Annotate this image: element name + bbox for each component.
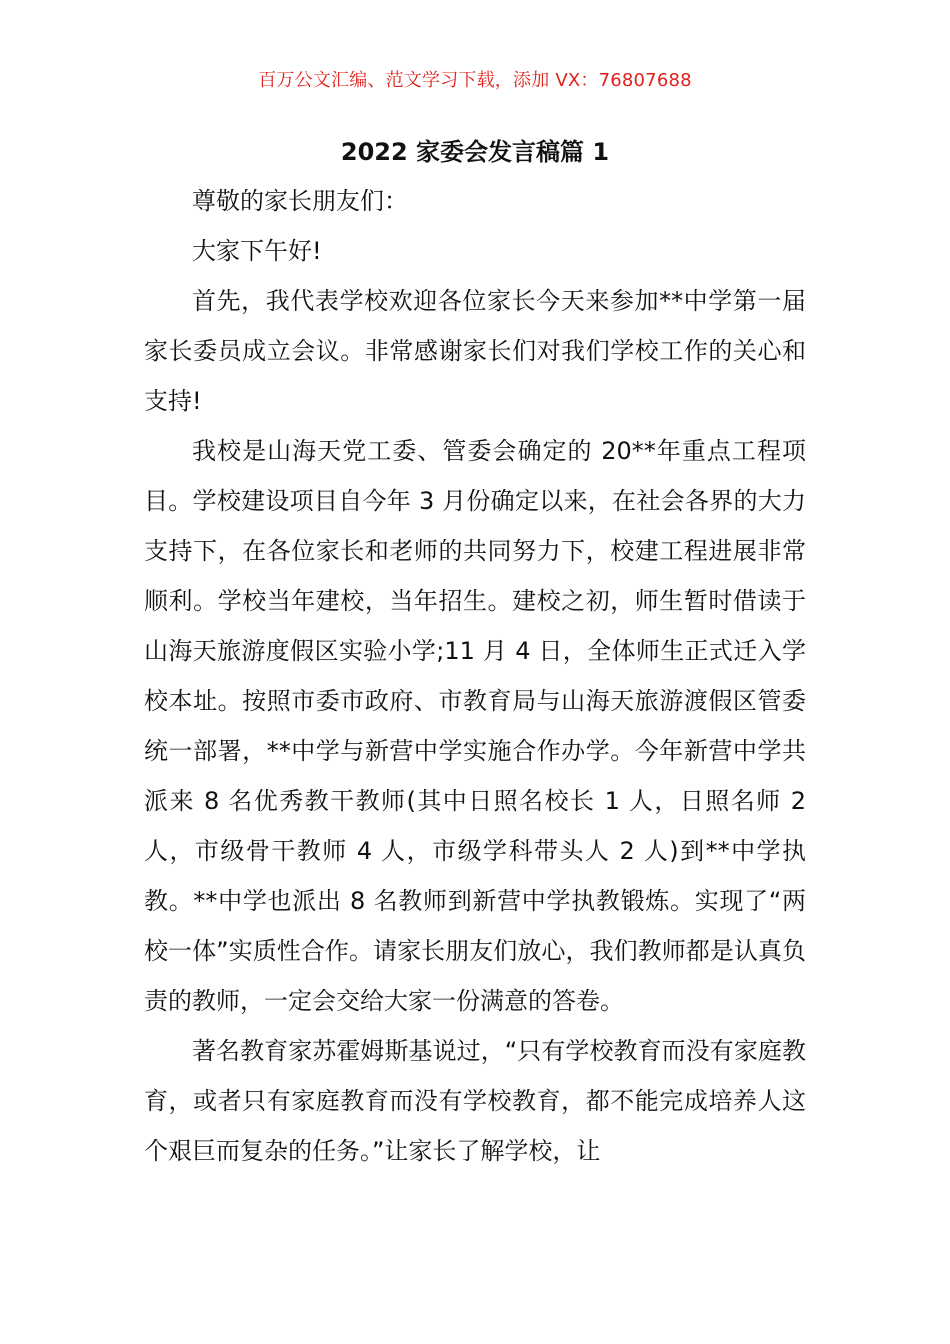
speech-body xyxy=(144,176,806,1176)
school-intro-paragraph: 我校是山海天党工委、管委会确定的 20**年重点工程项目。学校建设项目自今年 3 月份确定以来，在社会各界的大力支持下，在各位家长和老师的共同努力下，校建工程进展非常顺利。学校当年建校，当年招生。建校之初，师生暂时借读于山海天旅游度假区实验小学;11 月 4 日，全体师生正式迁入学校本址。按照市委市政府、市教育局与山海天旅游渡假区管委统一部署，**中学与新营中学实施合作办学。今年新营中学共派来 8 名优秀教干教师(其中日照名校长 1 人，日照名师 2 人，市级骨干教师 4 人，市级学科带头人 2 人)到**中学执教。**中学也派出 8 名教师到新营中学执教锻炼。实现了“两校一体”实质性合作。请家长朋友们放心，我们教师都是认真负责的教师，一定会交给大家一份满意的答卷。 xyxy=(144,437,806,1015)
greeting-paragraph: 大家下午好! xyxy=(192,237,322,265)
page-title: 2022 家委会发言稿篇 1 xyxy=(340,138,610,166)
salutation-paragraph: 尊敬的家长朋友们： xyxy=(192,187,408,215)
education-quote-paragraph: 著名教育家苏霍姆斯基说过，“只有学校教育而没有家庭教育，或者只有家庭教育而没有学校教育，都不能完成培养人这个艰巨而复杂的任务。”让家长了解学校，让 xyxy=(144,1037,806,1165)
header-contact-note: 百万公文汇编、范文学习下载，添加 VX：76807688 xyxy=(258,70,692,91)
welcome-paragraph: 首先，我代表学校欢迎各位家长今天来参加**中学第一届家长委员成立会议。非常感谢家长们对我们学校工作的关心和支持! xyxy=(144,287,806,415)
